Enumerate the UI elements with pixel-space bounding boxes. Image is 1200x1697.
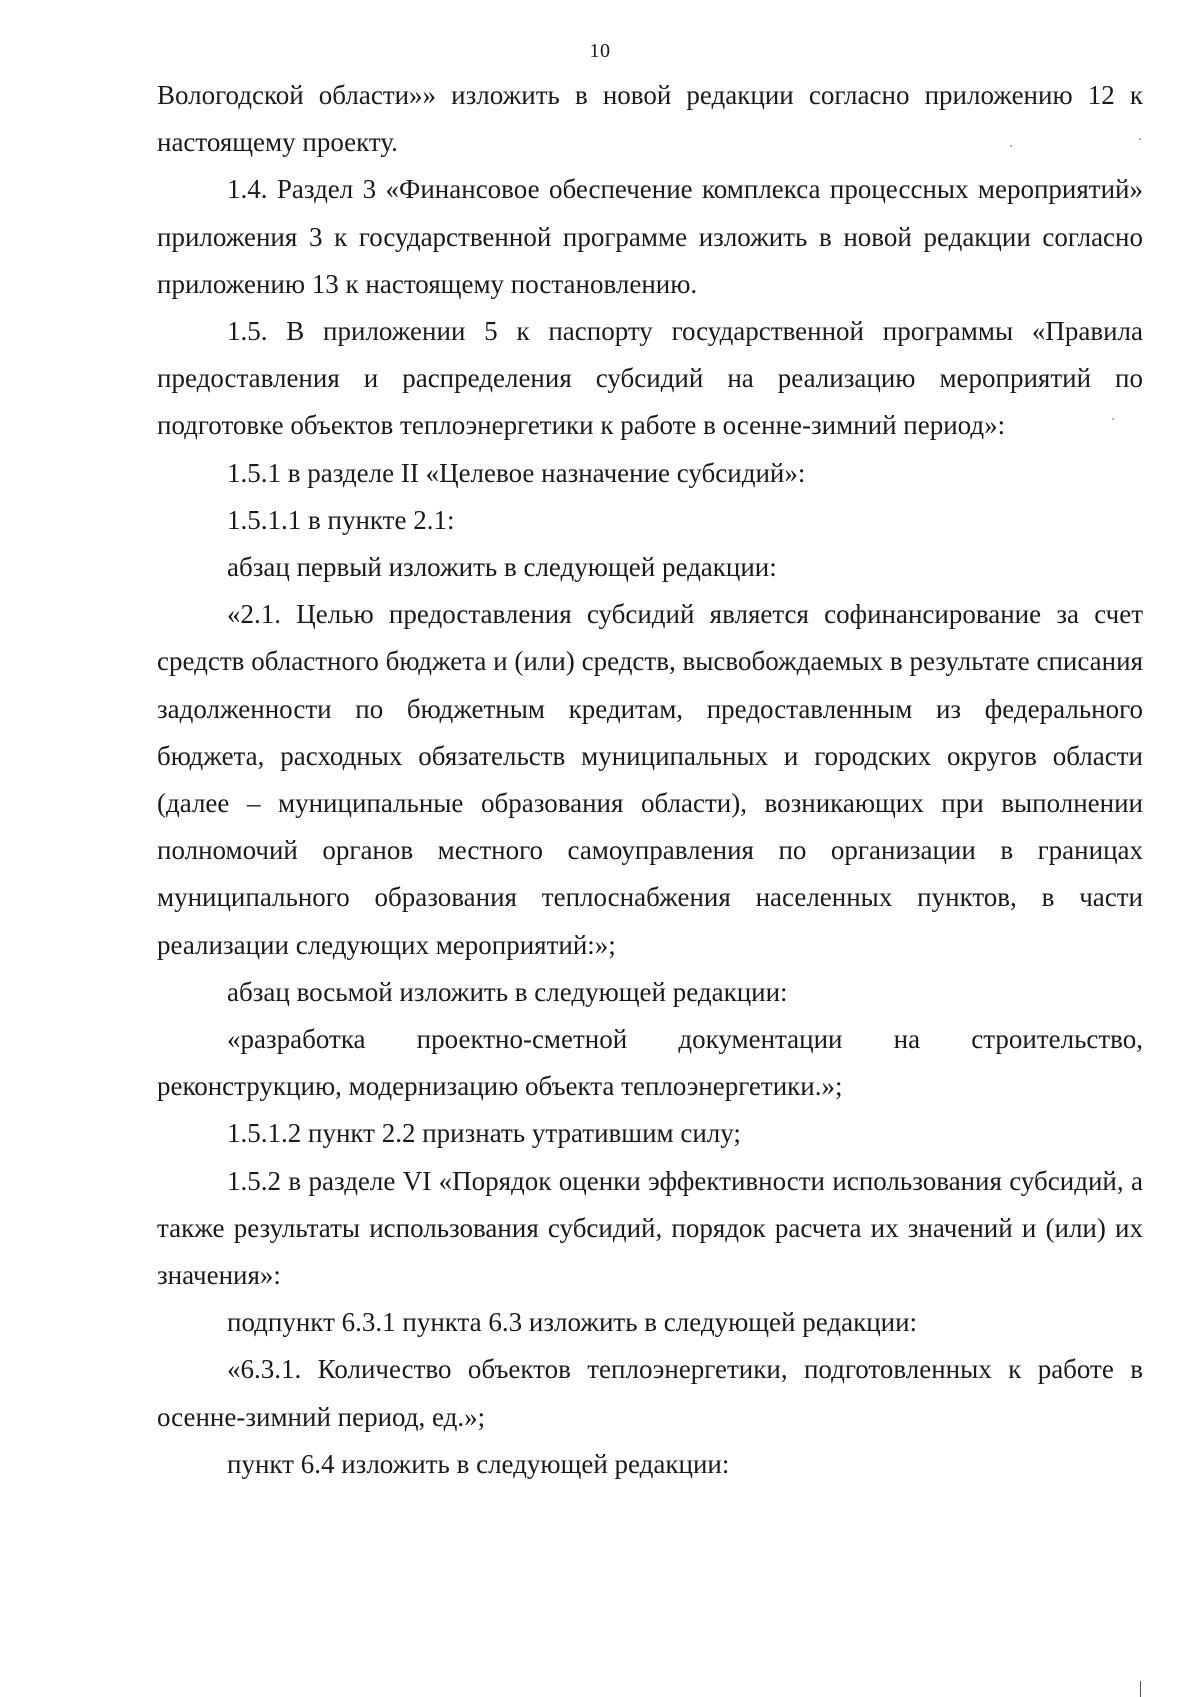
paragraph-item-1-5-2: 1.5.2 в разделе VI «Порядок оценки эффективности использования субсидий, а также результаты использования субсидий, порядок расчета их значений и (или) их значения»: <box>157 1165 1143 1291</box>
paragraph-item-1-5-1-1: 1.5.1.1 в пункте 2.1: <box>227 504 455 535</box>
paragraph-first-abzac: абзац первый изложить в следующей редакции: <box>227 552 777 583</box>
scan-artifact-dot <box>1139 138 1141 140</box>
paragraph-item-1-5: 1.5. В приложении 5 к паспорту государственной программы «Правила предоставления и распределения субсидий на реализацию мероприятий по подготовке объектов теплоэнергетики к работе в осенне-зимний период»: <box>157 316 1143 441</box>
paragraph-item-6-4: пункт 6.4 изложить в следующей редакции: <box>227 1448 730 1479</box>
scan-artifact-dot <box>1112 418 1114 420</box>
scan-artifact-dot <box>1010 145 1012 147</box>
paragraph-quote-2-1: «2.1. Целью предоставления субсидий является софинансирование за счет средств областного бюджета и (или) средств, высвобождаемых в результате списания задолженности по бюджетным кредитам, предоставленным из федерального бюджета, расходных обязательств муниципальных и городских округов области (далее – муниципальные образования области), возникающих при выполнении полномочий органов местного самоуправления по организации в границах муниципального образования теплоснабжения населенных пунктов, в части реализации следующих мероприятий:»; <box>157 599 1143 960</box>
paragraph-subitem-6-3-1: подпункт 6.3.1 пункта 6.3 изложить в следующей редакции: <box>227 1307 918 1338</box>
paragraph-item-1-5-1: 1.5.1 в разделе II «Целевое назначение субсидий»: <box>227 457 806 488</box>
paragraph-eighth-abzac: абзац восьмой изложить в следующей редакции: <box>227 976 788 1007</box>
page-number: 10 <box>589 40 611 62</box>
paragraph-item-1-4: 1.4. Раздел 3 «Финансовое обеспечение комплекса процессных мероприятий» приложения 3 к государственной программе изложить в новой редакции согласно приложению 13 к настоящему постановлению. <box>157 174 1143 299</box>
paragraph-continuation: Вологодской области»» изложить в новой редакции согласно приложению 12 к настоящему проекту. <box>157 80 1143 158</box>
paragraph-quote-6-3-1: «6.3.1. Количество объектов теплоэнергетики, подготовленных к работе в осенне-зимний период, ед.»; <box>157 1354 1143 1432</box>
paragraph-quote-design-docs: «разработка проектно-сметной документации на строительство, реконструкцию, модернизацию объекта теплоэнергетики.»; <box>157 1024 1143 1102</box>
paragraph-item-1-5-1-2: 1.5.1.2 пункт 2.2 признать утратившим силу; <box>227 1118 741 1149</box>
scan-artifact-mark <box>1140 1681 1141 1697</box>
document-body <box>157 72 1143 1488</box>
